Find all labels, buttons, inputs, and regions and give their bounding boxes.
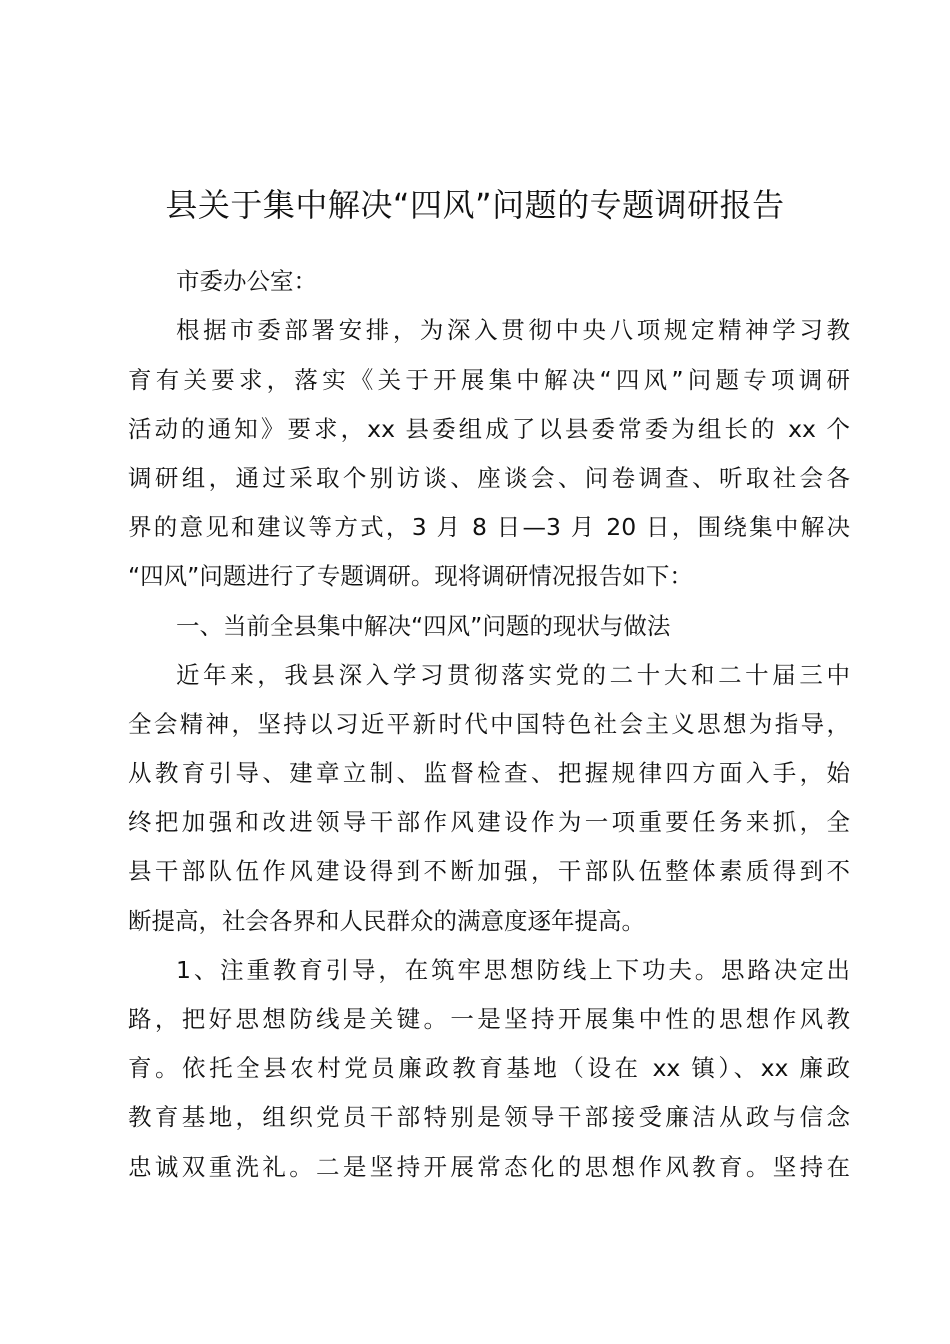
section-heading: 一、当前全县集中解决“四风”问题的现状与做法 [176,611,671,640]
paragraph-line: 育有关要求，落实《关于开展集中解决“四风”问题专项调研 [128,365,850,394]
paragraph-line: 调研组，通过采取个别访谈、座谈会、问卷调查、听取社会各 [128,463,850,492]
document-title: 县关于集中解决“四风”问题的专题调研报告 [165,186,785,224]
paragraph-line: 界的意见和建议等方式，3 月 8 日—3 月 20 日，围绕集中解决 [128,513,850,542]
paragraph-line: 从教育引导、建章立制、监督检查、把握规律四方面入手，始 [128,759,850,788]
spacer-line [128,208,850,257]
paragraph-line: 根据市委部署安排，为深入贯彻中央八项规定精神学习教 [176,316,850,345]
paragraph-line: 路，把好思想防线是关键。一是坚持开展集中性的思想作风教 [128,1005,850,1033]
document-body [128,208,850,1192]
salutation: 市委办公室： [176,267,317,296]
paragraph-line: 育。依托全县农村党员廉政教育基地（设在 xx 镇）、xx 廉政 [128,1054,850,1083]
paragraph-line: 全会精神，坚持以习近平新时代中国特色社会主义思想为指导， [128,709,850,738]
paragraph-line: 忠诚双重洗礼。二是坚持开展常态化的思想作风教育。坚持在 [128,1152,850,1181]
paragraph-line: 县干部队伍作风建设得到不断加强，干部队伍整体素质得到不 [128,857,850,886]
paragraph-line: 断提高，社会各界和人民群众的满意度逐年提高。 [128,906,645,935]
paragraph-line: 1、注重教育引导，在筑牢思想防线上下功夫。思路决定出 [176,955,850,984]
paragraph-line: 活动的通知》要求，xx 县委组成了以县委常委为组长的 xx 个 [128,414,850,443]
paragraph-line: 终把加强和改进领导干部作风建设作为一项重要任务来抓，全 [128,808,850,837]
paragraph-line: 教育基地，组织党员干部特别是领导干部接受廉洁从政与信念 [128,1103,850,1132]
paragraph-line: “四风”问题进行了专题调研。现将调研情况报告如下： [128,562,693,591]
paragraph-line: 近年来，我县深入学习贯彻落实党的二十大和二十届三中 [176,660,850,689]
